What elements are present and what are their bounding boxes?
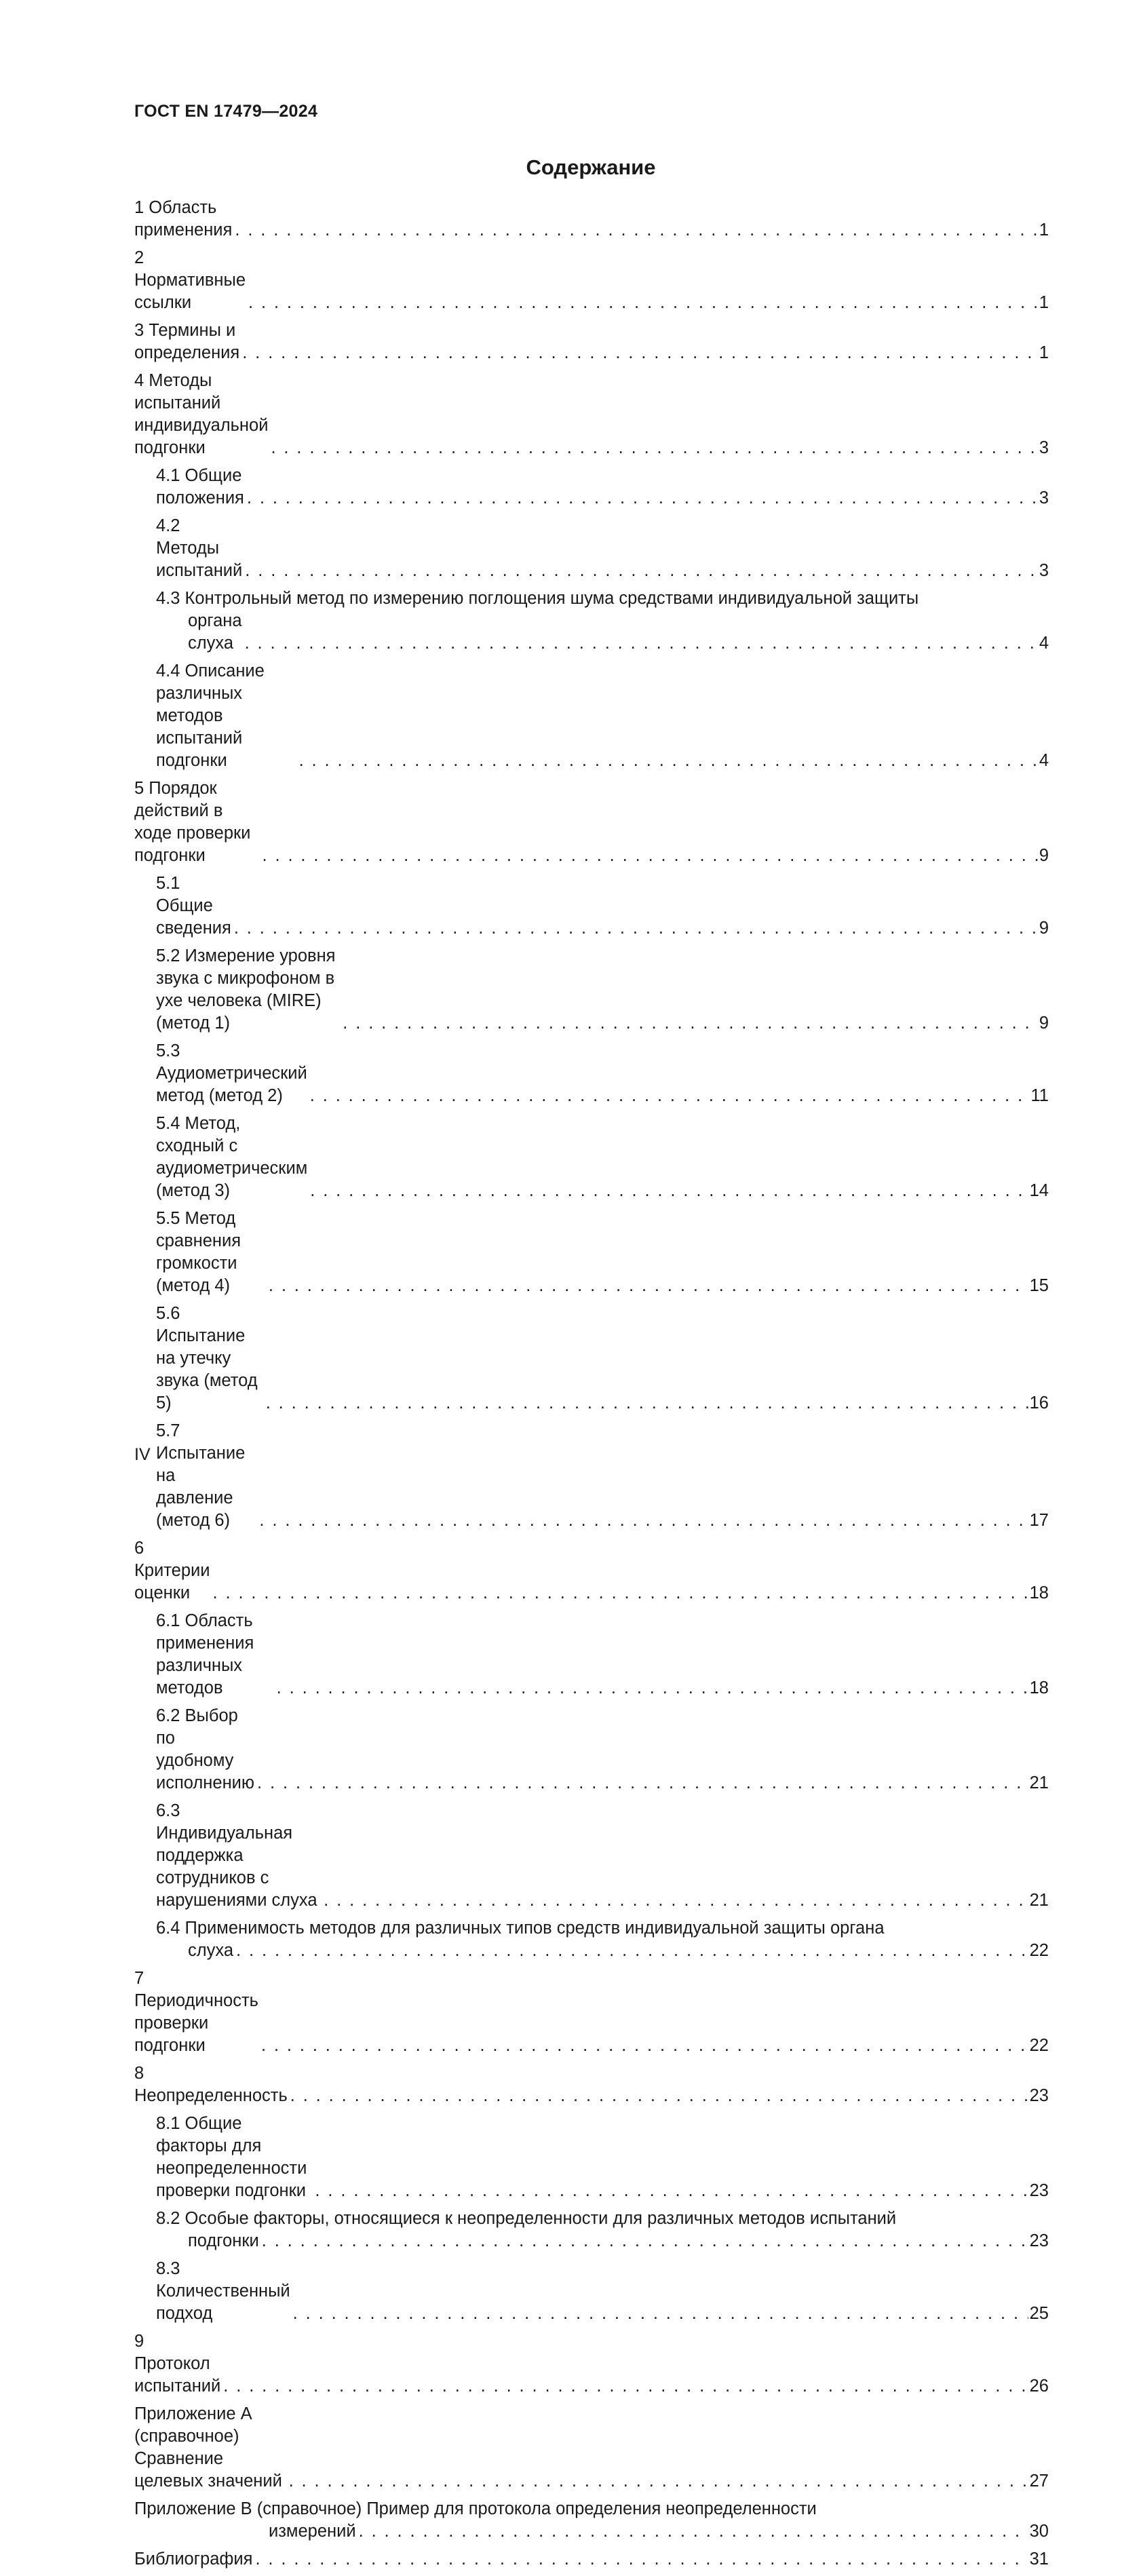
toc-entry-page: 1 (1039, 343, 1049, 362)
toc-entry-page: 31 (1029, 2550, 1049, 2569)
toc-entry[interactable] (134, 872, 1049, 940)
toc-leader (247, 487, 1038, 510)
toc-leader (269, 1275, 1028, 1297)
toc-entry-page: 26 (1029, 2377, 1049, 2396)
toc-entry-text: Приложение А (справочное) Сравнение целевых значений (134, 2404, 282, 2491)
toc-entry-page: 9 (1039, 919, 1049, 938)
toc-entry-page: 23 (1029, 2086, 1049, 2105)
page-number: IV (134, 1445, 151, 1464)
toc-entry-page: 9 (1039, 1014, 1049, 1033)
toc-entry-text: 4.1 Общие положения (156, 466, 244, 507)
toc-entry-text: 5.2 Измерение уровня звука с микрофоном в ухе человека (MIRE) (метод 1) (156, 946, 336, 1033)
toc-entry[interactable] (134, 2498, 1049, 2543)
toc-entry[interactable] (134, 1040, 1049, 1107)
toc-entry-page: 4 (1039, 634, 1049, 653)
toc-entry-text: 4 Методы испытаний индивидуальной подгонки (134, 371, 269, 457)
toc-entry-text: 3 Термины и определения (134, 321, 240, 362)
toc-leader (310, 1085, 1030, 1107)
toc-leader (315, 2180, 1028, 2202)
toc-entry-text: 5 Порядок действий в ходе проверки подгонки (134, 779, 251, 865)
toc-entry-page: 14 (1029, 1181, 1049, 1200)
toc-entry-page: 21 (1029, 1891, 1049, 1910)
toc-leader (271, 437, 1037, 459)
toc-leader (359, 2520, 1028, 2543)
toc-entry[interactable] (134, 370, 1049, 459)
table-of-contents (134, 197, 1049, 2576)
toc-entry-page: 22 (1029, 1941, 1049, 1960)
toc-leader (299, 750, 1038, 772)
toc-entry[interactable] (134, 1303, 1049, 1415)
toc-entry-text: 6.1 Область применения различных методов (156, 1611, 254, 1697)
toc-leader (248, 292, 1038, 314)
toc-leader (213, 1582, 1028, 1604)
toc-entry-text: 5.1 Общие сведения (156, 874, 231, 938)
toc-entry-text: Библиография (134, 2550, 253, 2569)
toc-entry[interactable] (134, 945, 1049, 1035)
toc-entry-page: 1 (1039, 293, 1049, 312)
toc-title: Содержание (526, 155, 656, 179)
toc-entry[interactable] (134, 1113, 1049, 1202)
toc-entry-text-continued: подгонки (188, 2231, 259, 2250)
toc-entry-text: 8.3 Количественный подход (156, 2259, 290, 2323)
toc-entry-page: 3 (1039, 561, 1049, 580)
toc-entry[interactable] (134, 2403, 1049, 2493)
toc-entry-text: 7 Периодичность проверки подгонки (134, 1969, 258, 2055)
toc-leader (266, 1392, 1028, 1415)
toc-entry-text: 6.3 Индивидуальная поддержка сотрудников с нарушениями слуха (156, 1801, 317, 1910)
toc-leader (223, 2375, 1028, 2398)
toc-entry-page: 16 (1029, 1393, 1049, 1412)
toc-entry-page: 23 (1029, 2231, 1049, 2250)
toc-entry-page: 4 (1039, 751, 1049, 770)
toc-entry[interactable] (134, 2548, 1049, 2571)
toc-leader (262, 2230, 1028, 2252)
toc-entry-page: 25 (1029, 2304, 1049, 2323)
toc-entry-text: 2 Нормативные ссылки (134, 248, 246, 312)
toc-entry[interactable] (134, 588, 1049, 655)
toc-leader (245, 560, 1038, 582)
toc-leader (242, 342, 1038, 364)
toc-entry-text: 6 Критерии оценки (134, 1539, 210, 1602)
toc-entry-text-continued: измерений (269, 2522, 356, 2541)
toc-entry-page: 22 (1029, 2036, 1049, 2055)
toc-entry[interactable] (134, 247, 1049, 314)
toc-entry[interactable] (134, 1208, 1049, 1297)
toc-leader (343, 1012, 1038, 1035)
toc-entry-text: 5.3 Аудиометрический метод (метод 2) (156, 1041, 307, 1105)
toc-entry[interactable] (134, 465, 1049, 510)
toc-entry[interactable] (134, 1917, 1049, 1962)
toc-entry[interactable] (134, 1420, 1049, 1532)
toc-leader (290, 2085, 1028, 2107)
toc-leader (289, 2470, 1028, 2493)
toc-entry-text: 5.5 Метод сравнения громкости (метод 4) (156, 1209, 241, 1295)
toc-entry[interactable] (134, 2258, 1049, 2325)
toc-entry-text-continued: слуха (188, 1941, 234, 1960)
toc-entry[interactable] (134, 1800, 1049, 1912)
toc-entry-text: 5.4 Метод, сходный с аудиометрическим (метод 3) (156, 1114, 308, 1200)
toc-entry-page: 27 (1029, 2472, 1049, 2491)
toc-entry[interactable] (134, 1610, 1049, 1699)
toc-leader (245, 632, 1038, 655)
toc-entry-text: 8.2 Особые факторы, относящиеся к неопределенности для различных методов испытаний (156, 2209, 897, 2228)
toc-entry-text: 4.4 Описание различных методов испытаний подгонки (156, 661, 265, 770)
document-code: ГОСТ EN 17479—2024 (134, 102, 318, 121)
toc-entry[interactable] (134, 777, 1049, 867)
toc-entry-text: 4.2 Методы испытаний (156, 516, 243, 580)
toc-leader (293, 2303, 1028, 2325)
toc-entry[interactable] (134, 2330, 1049, 2398)
toc-leader (257, 1772, 1028, 1794)
toc-entry-text: 1 Область применения (134, 198, 233, 239)
toc-leader (234, 917, 1038, 940)
toc-leader (310, 1180, 1028, 1202)
toc-entry-page: 9 (1039, 846, 1049, 865)
toc-entry-page: 18 (1029, 1583, 1049, 1602)
toc-entry-page: 21 (1029, 1773, 1049, 1792)
toc-leader (236, 1940, 1028, 1962)
toc-entry-page: 30 (1029, 2522, 1049, 2541)
toc-entry-text: 9 Протокол испытаний (134, 2332, 221, 2396)
toc-entry[interactable] (134, 1967, 1049, 2057)
toc-leader (235, 219, 1037, 242)
toc-entry[interactable] (134, 197, 1049, 242)
toc-entry[interactable] (134, 1705, 1049, 1794)
toc-entry-page: 17 (1029, 1511, 1049, 1530)
toc-entry-page: 11 (1030, 1086, 1049, 1105)
toc-entry-text: 8.1 Общие факторы для неопределенности проверки подгонки (156, 2114, 307, 2200)
toc-entry-text: 8 Неопределенность (134, 2064, 288, 2105)
toc-entry-text-continued: органа слуха (188, 611, 242, 653)
toc-entry[interactable] (134, 2208, 1049, 2252)
toc-entry[interactable] (134, 1537, 1049, 1604)
toc-entry-page: 23 (1029, 2181, 1049, 2200)
toc-entry-text: 4.3 Контрольный метод по измерению поглощения шума средствами индивидуальной защиты (156, 589, 919, 608)
toc-entry-text: 6.2 Выбор по удобному исполнению (156, 1706, 255, 1792)
toc-entry-page: 15 (1029, 1276, 1049, 1295)
toc-entry-text: 5.6 Испытание на утечку звука (метод 5) (156, 1304, 258, 1412)
toc-entry-page: 1 (1039, 220, 1049, 239)
toc-leader (263, 845, 1038, 867)
toc-leader (255, 2548, 1028, 2571)
toc-entry[interactable] (134, 660, 1049, 772)
toc-entry[interactable] (134, 2062, 1049, 2107)
toc-entry-page: 18 (1029, 1678, 1049, 1697)
toc-entry-text: 6.4 Применимость методов для различных типов средств индивидуальной защиты органа (156, 1919, 885, 1938)
toc-entry[interactable] (134, 320, 1049, 364)
toc-leader (324, 1889, 1028, 1912)
toc-entry[interactable] (134, 515, 1049, 582)
toc-leader (277, 1677, 1028, 1699)
toc-entry-text: Приложение В (справочное) Пример для протокола определения неопределенности (134, 2499, 817, 2518)
toc-entry[interactable] (134, 2113, 1049, 2202)
toc-entry-page: 3 (1039, 488, 1049, 507)
toc-leader (261, 2035, 1028, 2057)
toc-entry-text: 5.7 Испытание на давление (метод 6) (156, 1421, 246, 1530)
toc-entry-page: 3 (1039, 438, 1049, 457)
toc-leader (259, 1510, 1028, 1532)
